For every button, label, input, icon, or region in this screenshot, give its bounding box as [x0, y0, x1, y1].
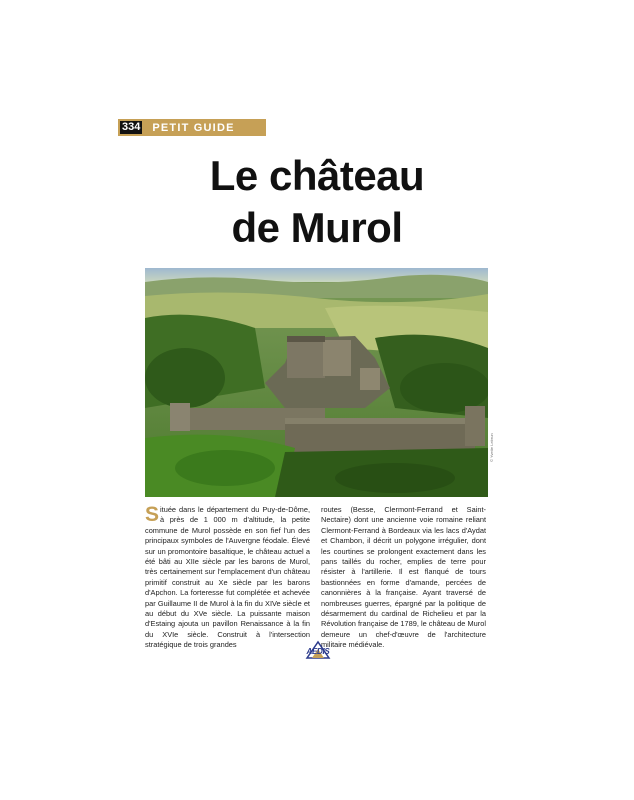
- title-line-1: Le château: [209, 152, 425, 199]
- photo-credit: © Yvette Lebrun: [489, 433, 494, 462]
- publisher-logo-text: AEDIS: [306, 647, 330, 656]
- series-header: [118, 119, 266, 136]
- body-text-column-1: ituée dans le département du Puy-de-Dôme, à près de 1 000 m d'altitude, la petite commune de Murol possède en son fief l'un des principaux symboles de l'Auvergne féodale. Élevé sur un promontoire basaltique, le château actuel a été bâti au XIIe siècle par les barons de Murol, très certainement sur l'emplacement d'un château primitif construit au Xe siècle par les barons d'Apchon. La forteresse fut complétée et achevée par Guillaume II de Murol à la fin du XIVe siècle et au début du XVe siècle. La puissante maison d'Estaing ajouta un pavillon Renaissance à la fin du XVIe siècle. Construit à l'intersection stratégique de trois grandes: [145, 505, 310, 650]
- drop-cap: S: [145, 503, 160, 526]
- castle-photo: [145, 268, 488, 497]
- page-title: [0, 150, 634, 254]
- series-label: PETIT GUIDE: [152, 121, 235, 134]
- guide-number: 334: [122, 121, 141, 133]
- body-column-2: [321, 505, 486, 651]
- body-text-column-2: routes (Besse, Clermont-Ferrand et Saint-Nectaire) dont une ancienne voie romaine reliant Clermont-Ferrand à Bordeaux via les lacs d'Aydat et Chambon, il décrit un polygone irrégulier, dont les courtines se prolongent exactement dans les pans taillés du rocher, emplies de terre pour résister à l'artillerie. Il est flanqué de tours bastionnées en forme d'amande, percées de canonnières à la française. Ayant traversé de nombreuses guerres, épargné par la politique de désarmement du cardinal de Richelieu et par la Révolution française de 1789, le château de Murol demeure un chef-d'œuvre de l'architecture militaire médiévale.: [321, 505, 486, 650]
- body-column-1: [145, 505, 310, 651]
- publisher-logo: [303, 640, 333, 660]
- title-line-2: de Murol: [231, 204, 403, 251]
